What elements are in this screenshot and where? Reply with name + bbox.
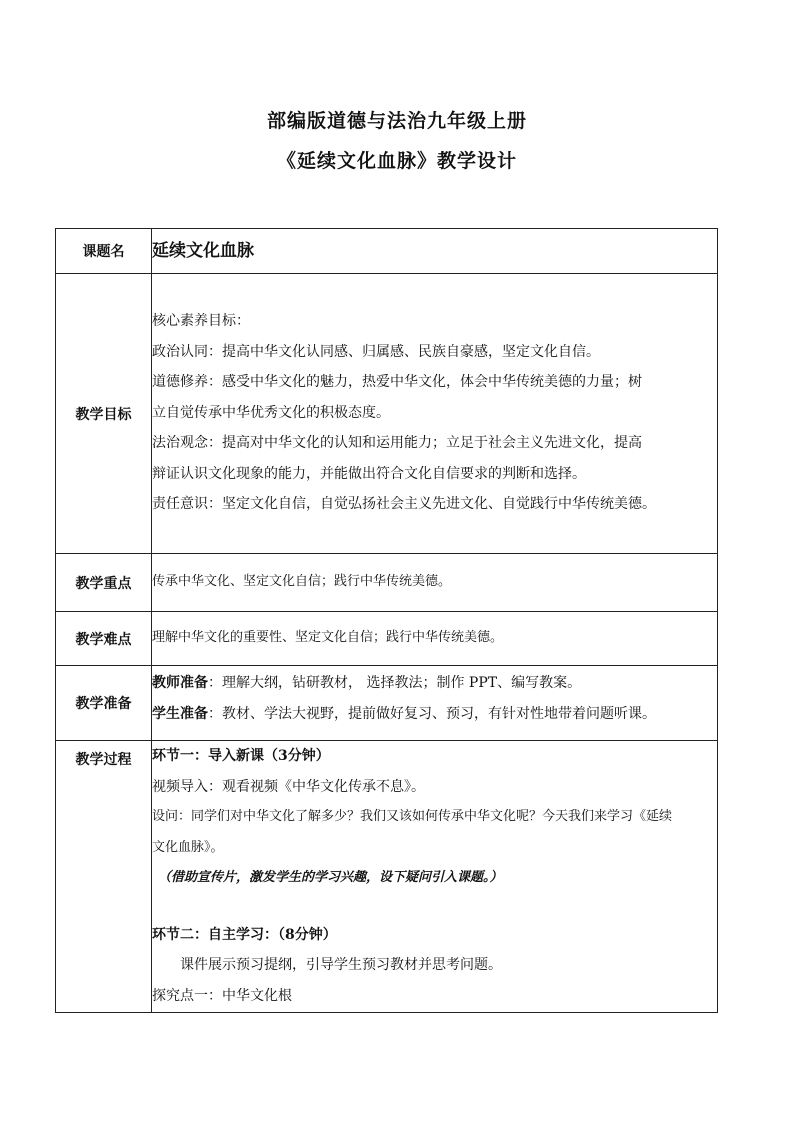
- label-key-points: 教学重点: [56, 554, 152, 612]
- step2-point: 探究点一：中华文化根: [152, 987, 292, 1004]
- step1-title: 环节一：导入新课（3分钟）: [152, 748, 330, 764]
- student-preparation: [152, 699, 717, 730]
- objective-line: 辩证认识文化现象的能力，并能做出符合文化自信要求的判断和选择。: [152, 465, 586, 482]
- row-objectives: [56, 274, 718, 554]
- row-difficulties: [56, 612, 718, 666]
- key-points-value: 传承中华文化、坚定文化自信；践行中华传统美德。: [152, 574, 452, 590]
- label-process: 教学过程: [56, 741, 152, 1013]
- row-preparation: [56, 666, 718, 741]
- objective-line: 政治认同：提高中华文化认同感、归属感、民族自豪感，坚定文化自信。: [152, 343, 600, 360]
- row-key-points: [56, 554, 718, 612]
- objective-line: 责任意识：坚定文化自信，自觉弘扬社会主义先进文化、自觉践行中华传统美德。: [152, 496, 656, 512]
- difficulties-value: 理解中华文化的重要性、坚定文化自信；践行中华传统美德。: [152, 630, 504, 646]
- step1-question-cont: 文化血脉》。: [152, 839, 224, 855]
- student-preparation-label: 学生准备: [152, 705, 208, 722]
- objective-line: 法治观念：提高对中华文化的认知和运用能力；立足于社会主义先进文化，提高: [152, 435, 642, 451]
- row-process: [56, 741, 718, 1013]
- objective-line: 立自觉传承中华优秀文化的积极态度。: [152, 404, 390, 421]
- label-preparation: 教学准备: [56, 666, 152, 741]
- step1-question: 设问：同学们对中华文化了解多少？我们又该如何传承中华文化呢？今天我们来学习《延续: [152, 809, 673, 824]
- document-subtitle: 《延续文化血脉》教学设计: [276, 150, 517, 172]
- label-topic: 课题名: [56, 229, 152, 274]
- teacher-preparation-label: 教师准备: [152, 675, 208, 691]
- label-objectives: 教学目标: [56, 274, 152, 554]
- step2-title: 环节二：自主学习：（8分钟）: [152, 926, 337, 943]
- teacher-preparation-text: ：理解大纲，钻研教材， 选择教法；制作 PPT、编写教案。: [208, 675, 582, 691]
- spacer: [152, 894, 717, 920]
- teacher-preparation: [152, 668, 717, 699]
- lesson-plan-table: [55, 228, 718, 1013]
- objective-line: 道德修养：感受中华文化的魅力，热爱中华文化，体会中华传统美德的力量；树: [152, 374, 642, 390]
- document-title: 部编版道德与法治九年级上册: [266, 110, 527, 132]
- topic-value: 延续文化血脉: [152, 241, 254, 261]
- step1-note: （借助宣传片，激发学生的学习兴趣，设下疑问引入课题。）: [158, 870, 503, 885]
- objective-line: 核心素养目标：: [152, 313, 250, 329]
- step2-text: 课件展示预习提纲，引导学生预习教材并思考问题。: [180, 957, 502, 973]
- row-topic: [56, 229, 718, 274]
- student-preparation-text: ：教材、学法大视野，提前做好复习、预习，有针对性地带着问题听课。: [208, 705, 656, 722]
- step1-video: 视频导入：观看视频《中华文化传承不息》。: [152, 778, 425, 795]
- label-difficulties: 教学难点: [56, 612, 152, 666]
